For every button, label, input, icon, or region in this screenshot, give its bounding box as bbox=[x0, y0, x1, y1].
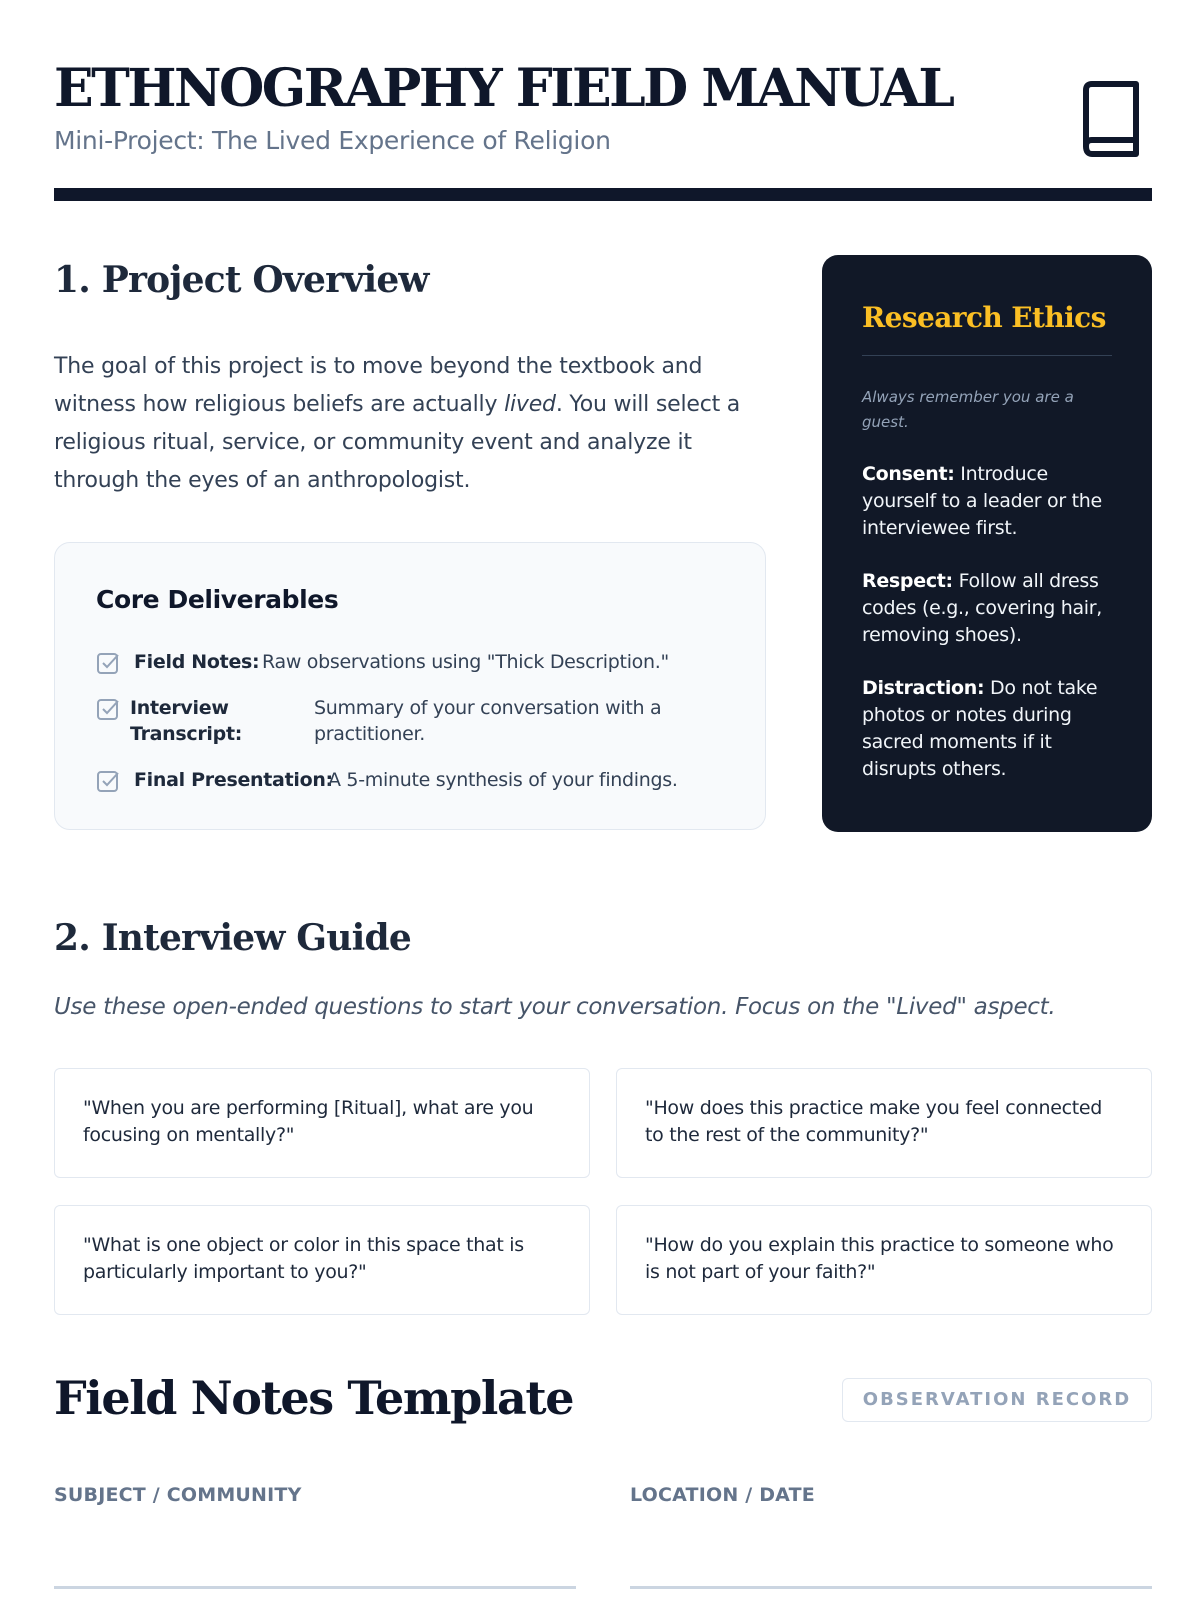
deliverable-desc: A 5-minute synthesis of your findings. bbox=[328, 769, 678, 791]
checkbox-icon bbox=[96, 697, 120, 721]
section-heading-interview: 2. Interview Guide bbox=[54, 917, 411, 959]
question-text: "How does this practice make you feel connected to the rest of the community?" bbox=[645, 1097, 1103, 1146]
interview-instructions: Use these open-ended questions to start your conversation. Focus on the "Lived" aspect. bbox=[54, 994, 1056, 1020]
deliverable-desc: Raw observations using "Thick Description." bbox=[262, 651, 669, 673]
deliverables-title: Core Deliverables bbox=[96, 585, 339, 614]
question-text: "When you are performing [Ritual], what are you focusing on mentally?" bbox=[83, 1097, 534, 1146]
field-notes-title: Field Notes Template bbox=[54, 1371, 574, 1425]
deliverable-label: Interview Transcript: bbox=[130, 697, 243, 745]
ethics-item-consent: Consent: Introduce yourself to a leader or the interviewee first. bbox=[862, 463, 1102, 539]
page-title: ETHNOGRAPHY FIELD MANUAL bbox=[54, 58, 953, 119]
question-card bbox=[54, 1205, 590, 1315]
field-label-location: LOCATION / DATE bbox=[630, 1484, 815, 1506]
header-divider bbox=[54, 188, 1152, 201]
checkbox-icon bbox=[96, 651, 120, 675]
page-subtitle: Mini-Project: The Lived Experience of Religion bbox=[54, 126, 611, 155]
observation-record-badge: OBSERVATION RECORD bbox=[842, 1378, 1152, 1422]
deliverable-desc: Summary of your conversation with a practitioner. bbox=[314, 697, 662, 745]
research-ethics-panel bbox=[822, 255, 1152, 832]
deliverable-label: Final Presentation: bbox=[134, 769, 333, 791]
question-text: "What is one object or color in this space that is particularly important to you?" bbox=[83, 1234, 524, 1283]
ethics-title: Research Ethics bbox=[862, 301, 1106, 334]
ethics-item-respect: Respect: Follow all dress codes (e.g., covering hair, removing shoes). bbox=[862, 570, 1103, 646]
subject-community-field[interactable] bbox=[54, 1586, 576, 1589]
ethics-note: Always remember you are a guest. bbox=[862, 388, 1074, 431]
core-deliverables-card bbox=[54, 542, 766, 830]
location-date-field[interactable] bbox=[630, 1586, 1152, 1589]
question-card bbox=[54, 1068, 590, 1178]
section-heading-overview: 1. Project Overview bbox=[54, 259, 429, 301]
overview-paragraph: The goal of this project is to move beyond the textbook and witness how religious beliefs are actually lived. You will select a religious ritual, service, or community event and analyze it through the eyes of an anthropologist. bbox=[54, 354, 741, 493]
deliverable-label: Field Notes: bbox=[134, 651, 260, 673]
book-icon bbox=[1078, 80, 1142, 158]
question-card bbox=[616, 1205, 1152, 1315]
ethics-item-distraction: Distraction: Do not take photos or notes during sacred moments if it disrupts others. bbox=[862, 677, 1098, 780]
question-text: "How do you explain this practice to someone who is not part of your faith?" bbox=[645, 1234, 1114, 1283]
field-label-subject: SUBJECT / COMMUNITY bbox=[54, 1484, 302, 1506]
emphasis-lived: lived bbox=[504, 392, 556, 417]
ethics-divider bbox=[862, 355, 1112, 356]
question-card bbox=[616, 1068, 1152, 1178]
checkbox-icon bbox=[96, 769, 120, 793]
